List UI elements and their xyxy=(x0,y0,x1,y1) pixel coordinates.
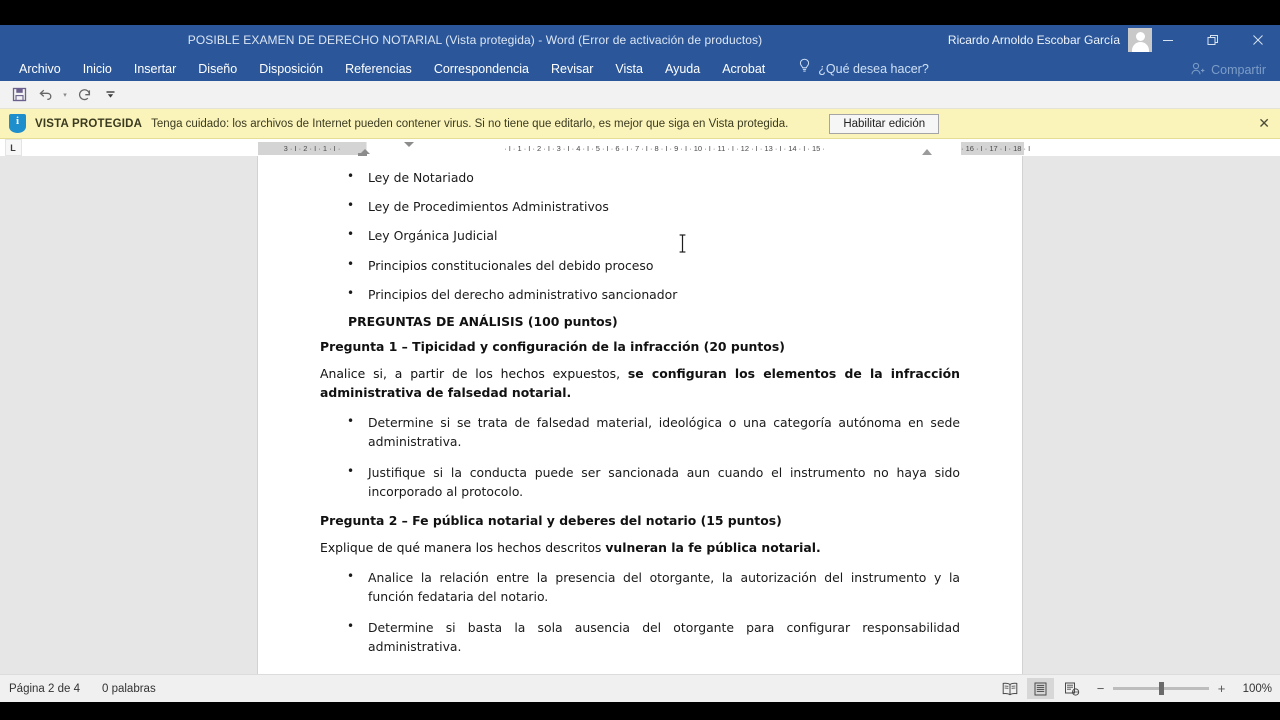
window-controls xyxy=(1145,25,1280,55)
minimize-icon[interactable] xyxy=(1145,25,1190,55)
quick-access-toolbar xyxy=(0,81,1280,109)
list-item: • Determine si se trata de falsedad material, ideológica o una categoría autónoma en sede administrativa. xyxy=(320,413,960,451)
close-icon[interactable] xyxy=(1235,25,1280,55)
save-icon[interactable] xyxy=(8,84,31,106)
tab-inicio[interactable]: Inicio xyxy=(82,62,112,76)
right-indent-marker[interactable] xyxy=(922,149,932,155)
read-mode-icon[interactable] xyxy=(996,678,1023,699)
paragraph-plain-text: Explique de qué manera los hechos descritos xyxy=(320,540,606,556)
word-count[interactable]: 0 palabras xyxy=(101,682,156,695)
ruler-body-ticks: · I · 1 · I · 2 · I · 3 · I · 4 · I · 5 · I · 6 · I · 7 · I · 8 · I · 9 · I · 10 · I · 11 · I · 12 · I · 13 · I · 14 · I · 15 · xyxy=(504,144,825,153)
web-layout-icon[interactable] xyxy=(1058,678,1085,699)
share-label: Compartir xyxy=(1211,63,1266,77)
lightbulb-icon xyxy=(798,57,811,81)
undo-icon[interactable] xyxy=(34,84,57,106)
share-person-icon xyxy=(1191,62,1205,78)
tab-disposicion[interactable]: Disposición xyxy=(259,62,324,76)
ruler-left-margin xyxy=(258,142,366,155)
protected-view-label: VISTA PROTEGIDA xyxy=(35,117,143,130)
ruler-row xyxy=(0,139,1280,156)
protected-view-bar xyxy=(0,109,1280,139)
list-item: • Ley Orgánica Judicial xyxy=(320,226,960,245)
zoom-slider[interactable] xyxy=(1113,687,1209,690)
tab-diseno[interactable]: Diseño xyxy=(198,62,238,76)
tab-revisar[interactable]: Revisar xyxy=(551,62,594,76)
user-name: Ricardo Arnoldo Escobar García xyxy=(947,33,1120,47)
tab-stop-selector-label: L xyxy=(5,139,22,156)
hanging-indent-marker[interactable] xyxy=(404,142,414,147)
document-canvas[interactable] xyxy=(0,156,1280,674)
list-item: • Principios constitucionales del debido proceso xyxy=(320,256,960,275)
restore-icon[interactable] xyxy=(1190,25,1235,55)
redo-icon[interactable] xyxy=(73,84,96,106)
tell-me-box[interactable] xyxy=(798,57,929,81)
screen-bottom-letterbox xyxy=(0,702,1280,720)
question-heading-2: Pregunta 2 – Fe pública notarial y deberes del notario (15 puntos) xyxy=(320,513,782,529)
tab-stop-selector[interactable] xyxy=(2,139,24,156)
ruler-right-margin xyxy=(961,142,1031,155)
zoom-in-button[interactable]: + xyxy=(1217,681,1226,696)
question-1-paragraph xyxy=(320,364,960,402)
list-item: • Determine si basta la sola ausencia del otorgante para configurar responsabilidad administrativa. xyxy=(320,618,960,656)
ruler-text-area xyxy=(366,142,963,155)
tell-me-label: ¿Qué desea hacer? xyxy=(818,62,929,76)
tab-correspondencia[interactable]: Correspondencia xyxy=(433,62,530,76)
tab-acrobat[interactable]: Acrobat xyxy=(722,62,766,76)
zoom-level[interactable]: 100% xyxy=(1242,682,1272,695)
paragraph-bold-text: vulneran la fe pública notarial. xyxy=(605,540,821,556)
question-heading-1: Pregunta 1 – Tipicidad y configuración de la infracción (20 puntos) xyxy=(320,339,785,355)
status-bar xyxy=(0,674,1280,702)
section-heading-preguntas: PREGUNTAS DE ANÁLISIS (100 puntos) xyxy=(348,314,618,330)
document-page[interactable] xyxy=(258,156,1022,674)
tab-referencias[interactable]: Referencias xyxy=(345,62,412,76)
horizontal-ruler[interactable] xyxy=(258,142,1031,155)
page-indicator[interactable]: Página 2 de 4 xyxy=(9,682,80,695)
tab-archivo[interactable]: Archivo xyxy=(19,62,61,76)
tab-insertar[interactable]: Insertar xyxy=(133,62,177,76)
zoom-slider-thumb[interactable] xyxy=(1159,682,1164,695)
ruler-left-ticks: 3 · I · 2 · I · 1 · I · xyxy=(283,144,341,153)
zoom-control xyxy=(1095,681,1272,696)
text-cursor-icon xyxy=(678,234,679,251)
list-item: • Justifique si la conducta puede ser sancionada aun cuando el instrumento no haya sido incorporado al protocolo. xyxy=(320,463,960,501)
undo-dropdown-icon[interactable]: ▾ xyxy=(63,91,67,99)
paragraph-plain-text: Analice si, a partir de los hechos expuestos, xyxy=(320,366,628,382)
customize-qat-icon[interactable] xyxy=(99,84,122,106)
list-item: • Ley de Procedimientos Administrativos xyxy=(320,197,960,216)
document-content xyxy=(320,168,960,657)
status-right-group xyxy=(996,678,1272,699)
enable-editing-button[interactable]: Habilitar edición xyxy=(829,114,939,134)
screen-top-letterbox xyxy=(0,0,1280,25)
list-item: • Principios del derecho administrativo sancionador xyxy=(320,285,960,304)
info-shield-icon xyxy=(9,114,26,133)
paragraph-bold-text: se configuran los elementos de la infracción administrativa de falsedad notarial. xyxy=(320,366,960,401)
status-left-group xyxy=(0,683,156,695)
tab-vista[interactable]: Vista xyxy=(615,62,643,76)
share-button[interactable] xyxy=(1191,62,1266,78)
zoom-out-button[interactable]: − xyxy=(1096,681,1105,696)
account-area[interactable] xyxy=(948,28,1152,52)
document-title: POSIBLE EXAMEN DE DERECHO NOTARIAL (Vista protegida) - Word (Error de activación de productos) xyxy=(187,33,763,47)
list-item: • Ley de Notariado xyxy=(320,168,960,187)
print-layout-icon[interactable] xyxy=(1027,678,1054,699)
tab-ayuda[interactable]: Ayuda xyxy=(664,62,701,76)
question-2-paragraph xyxy=(320,538,960,557)
protected-view-message: Tenga cuidado: los archivos de Internet pueden contener virus. Si no tiene que editarlo, es mejor que siga en Vista protegida. xyxy=(151,117,789,130)
ruler-right-ticks: · 16 · I · 17 · I · 18 · I xyxy=(961,144,1031,153)
ribbon-tab-bar xyxy=(0,55,1280,81)
title-bar xyxy=(0,25,1280,55)
close-icon[interactable]: ✕ xyxy=(1258,115,1270,131)
list-item: • Analice la relación entre la presencia del otorgante, la autorización del instrumento y la función fedataria del notario. xyxy=(320,568,960,606)
